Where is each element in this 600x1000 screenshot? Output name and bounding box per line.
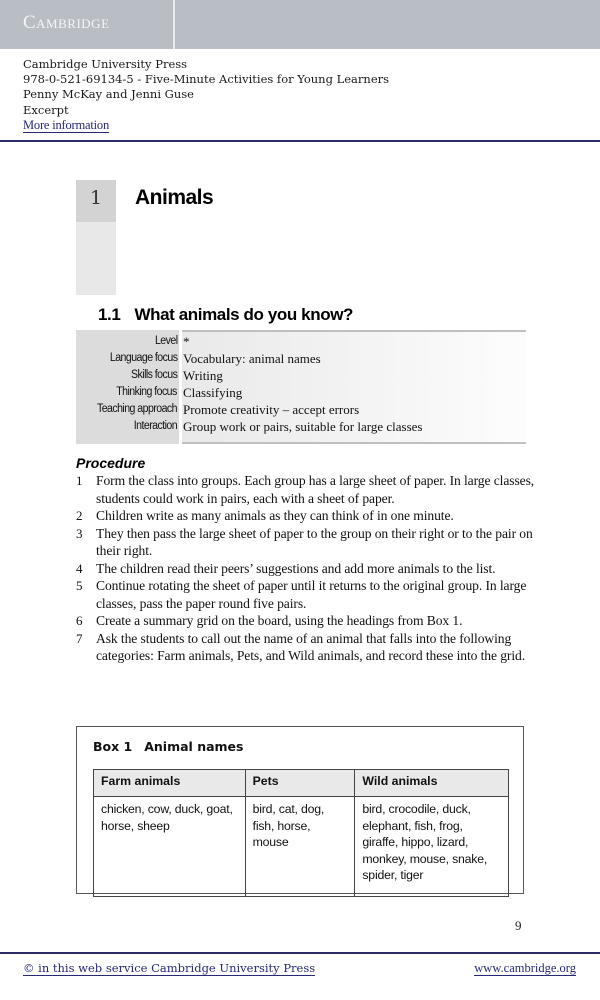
website-link[interactable]: www.cambridge.org	[474, 961, 576, 975]
box-title-text: Animal names	[144, 739, 244, 754]
banner-divider	[173, 0, 175, 49]
box-animal-names	[76, 726, 524, 894]
cell-pets: bird, cat, dog, fish, horse, mouse	[245, 797, 355, 897]
header-banner	[0, 0, 600, 49]
info-row-skills-focus: Skills focus Writing	[130, 368, 223, 383]
column-header-pets: Pets	[245, 770, 355, 797]
cell-farm-animals: chicken, cow, duck, goat, horse, sheep	[94, 797, 246, 897]
cambridge-logo: Cambridge	[23, 12, 110, 33]
book-metadata	[23, 57, 389, 133]
table-row	[94, 797, 509, 897]
page-number: 9	[515, 918, 522, 933]
footer-rule	[0, 952, 600, 954]
copyright-link[interactable]: © in this web service Cambridge University Press	[23, 961, 316, 975]
activity-info-table	[76, 330, 526, 444]
info-row-language-focus: Language focus Vocabulary: animal names	[109, 351, 321, 366]
authors: Penny McKay and Jenni Guse	[23, 87, 194, 102]
section-title-text: What animals do you know?	[134, 305, 354, 324]
section-number: 1.1	[98, 305, 121, 324]
box-label: Box 1	[93, 739, 133, 754]
more-information-link[interactable]: More information	[23, 117, 110, 132]
procedure-steps	[76, 472, 536, 665]
cell-wild-animals: bird, crocodile, duck, elephant, fish, frog, giraffe, hippo, lizard, monkey, mouse, snake, spider, tiger	[355, 797, 509, 897]
chapter-title: Animals	[135, 186, 214, 209]
chapter-number: 1	[89, 187, 103, 209]
animal-names-table	[93, 769, 509, 897]
procedure-step: 4 The children read their peers’ suggestions and add more animals to the list.	[76, 560, 496, 576]
header-rule	[0, 140, 600, 142]
box-title	[93, 739, 243, 754]
excerpt-label: Excerpt	[23, 102, 69, 117]
procedure-heading: Procedure	[76, 455, 146, 471]
procedure-step: 3 They then pass the large sheet of paper to the group on their right or to the pair on their right.	[76, 525, 533, 558]
isbn-title: 978-0-521-69134-5 - Five-Minute Activities for Young Learners	[23, 72, 390, 87]
table-header-row	[94, 770, 509, 797]
procedure-step: 2 Children write as many animals as they can think of in one minute.	[76, 508, 454, 523]
info-row-level: Level *	[154, 334, 190, 349]
info-row-teaching-approach: Teaching approach Promote creativity – accept errors	[96, 402, 360, 417]
info-row-thinking-focus: Thinking focus Classifying	[116, 385, 243, 400]
publisher: Cambridge University Press	[23, 57, 188, 71]
procedure-step: 6 Create a summary grid on the board, using the headings from Box 1.	[76, 613, 463, 628]
procedure-step: 1 Form the class into groups. Each group has a large sheet of paper. In large classes, students could work in pairs, each with a sheet of paper.	[76, 473, 535, 506]
procedure-step: 7 Ask the students to call out the name of an animal that falls into the following categories: Farm animals, Pets, and Wild animals, and record these into the grid.	[76, 630, 526, 663]
procedure-step: 5 Continue rotating the sheet of paper until it returns to the original group. In large classes, pass the paper round five pairs.	[76, 578, 527, 611]
column-header-farm-animals: Farm animals	[94, 770, 246, 797]
info-row-interaction: Interaction Group work or pairs, suitable for large classes	[133, 419, 423, 434]
column-header-wild-animals: Wild animals	[355, 770, 509, 797]
section-title	[98, 305, 353, 325]
